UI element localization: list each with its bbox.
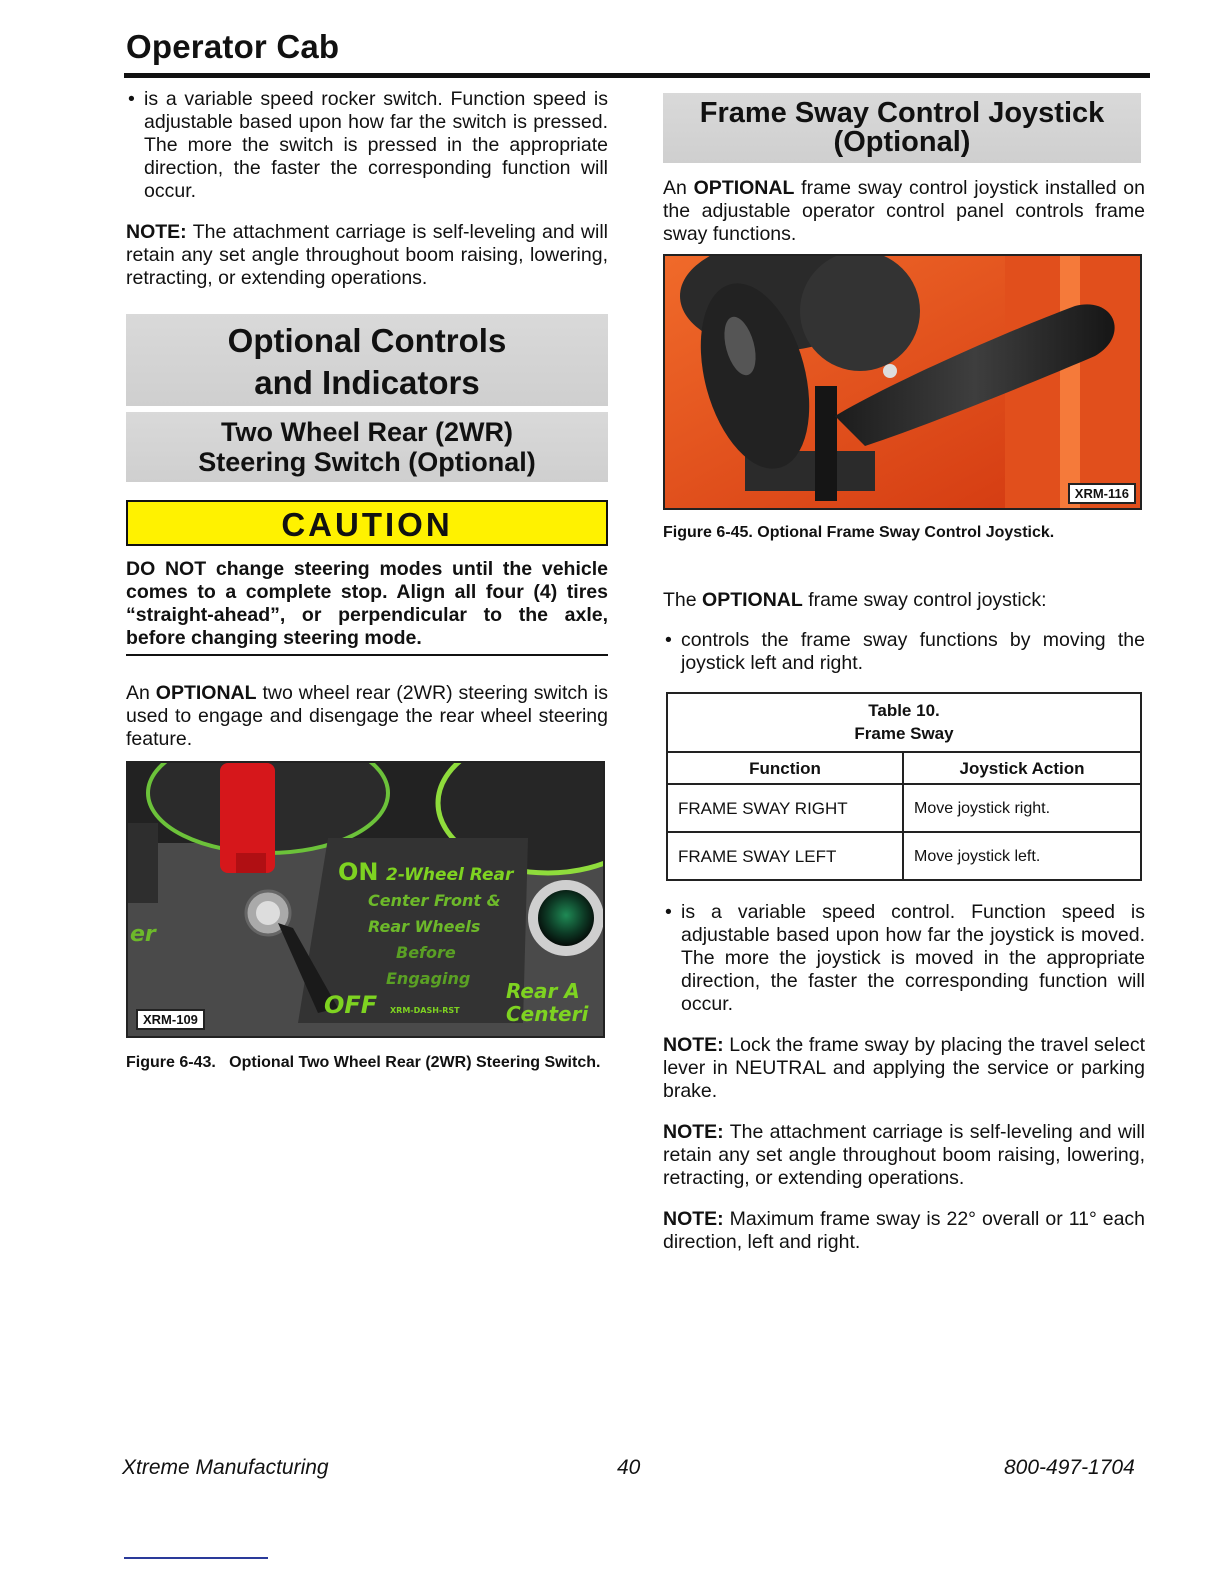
left-column [126, 88, 608, 1073]
note-max-sway [663, 1208, 1145, 1254]
footer-company: Xtreme Manufacturing [122, 1456, 329, 1479]
subsection-line1: Two Wheel Rear (2WR) [220, 417, 514, 447]
intro-rest: frame sway control joystick installed on the adjustable operator control panel controls frame sway functions. [663, 177, 1145, 245]
note-label: NOTE: [663, 1034, 724, 1056]
panel-off-text: OFF [324, 991, 378, 1019]
table-cell-function: FRAME SWAY RIGHT [667, 784, 903, 832]
panel-line4: Before [396, 943, 456, 962]
note-label: NOTE: [663, 1208, 724, 1230]
subsection-line2: Steering Switch (Optional) [198, 447, 536, 477]
para-rest: two wheel rear (2WR) steering switch is used to engage and disengage the rear wheel steering feature. [126, 682, 608, 750]
panel-side2: Centeri [506, 1002, 589, 1026]
para-frame-sway-intro [663, 177, 1145, 246]
section-title-line2: and Indicators [254, 364, 480, 401]
table-title [667, 693, 1141, 752]
figure-6-45-caption: Figure 6-45. Optional Frame Sway Control Joystick. [663, 524, 1055, 541]
header-rule [124, 73, 1150, 78]
table-title-line2: Frame Sway [854, 724, 954, 743]
right-column [663, 88, 1145, 1254]
figure-2wr-switch-photo [126, 761, 605, 1038]
figure-label-xrm109: XRM-109 [136, 1009, 205, 1030]
para-strong: OPTIONAL [155, 682, 257, 704]
panel-side1: Rear A [506, 979, 580, 1003]
note-text: Maximum frame sway is 22° overall or 11° each direction, left and right. [663, 1208, 1146, 1253]
subsection-2wr-switch [126, 412, 608, 482]
switch-panel-illustration [128, 763, 603, 1036]
caption-text: Optional Two Wheel Rear (2WR) Steering Switch. [229, 1054, 601, 1071]
footer-page-number: 40 [617, 1456, 641, 1479]
panel-on-text: ON [338, 858, 379, 886]
section-title-line1: Optional Controls [227, 322, 507, 359]
note-text: Lock the frame sway by placing the travel select lever in NEUTRAL and applying the service or parking brake. [663, 1034, 1145, 1102]
the-optional-strong: OPTIONAL [702, 589, 803, 611]
joystick-illustration [665, 256, 1140, 508]
footer-phone: 800-497-1704 [1004, 1456, 1135, 1479]
table-row [667, 832, 1141, 880]
note-carriage-right [663, 1121, 1145, 1190]
panel-line1: 2-Wheel Rear [386, 865, 514, 885]
note-lock-frame-sway [663, 1034, 1145, 1103]
frame-sway-title-line2: (Optional) [833, 126, 971, 158]
intro-strong: OPTIONAL [693, 177, 795, 199]
section-frame-sway [663, 93, 1141, 163]
footer-link-rule [124, 1557, 268, 1559]
page-header-title: Operator Cab [126, 28, 340, 65]
table-cell-action: Move joystick left. [903, 832, 1141, 880]
caption-number: Figure 6-43. [126, 1054, 216, 1071]
section-optional-controls [126, 314, 608, 406]
note-carriage-left [126, 221, 608, 290]
caution-text: DO NOT change steering modes until the vehicle comes to a complete stop. Align all four (4) tires “straight-ahead”, or perpendicular to the axle, before changing steering mode. [126, 558, 608, 656]
intro-pre: An [663, 177, 687, 199]
table-title-line1: Table 10. [868, 701, 940, 720]
table-row [667, 784, 1141, 832]
note-label: NOTE: [663, 1121, 724, 1143]
bullet-controls-sway: • controls the frame sway functions by moving the joystick left and right. [663, 629, 1145, 675]
para-pre: An [126, 682, 150, 704]
bullet-variable-speed: • is a variable speed control. Function speed is adjustable based upon how far the joystick is moved. The more the joystick is moved in the appropriate direction, the faster the corresponding function will occur. [663, 901, 1145, 1016]
figure-joystick-photo [663, 254, 1142, 510]
figure-label-xrm116: XRM-116 [1068, 483, 1136, 504]
frame-sway-title-line1: Frame Sway Control Joystick [699, 97, 1105, 129]
table-cell-action: Move joystick right. [903, 784, 1141, 832]
note-label: NOTE: [126, 221, 187, 243]
panel-left-text: er [130, 922, 156, 947]
panel-line5: Engaging [386, 969, 471, 988]
note-text: The attachment carriage is self-leveling and will retain any set angle throughout boom raising, lowering, retracting, or extending operations. [663, 1121, 1145, 1189]
figure-6-43-caption [126, 1052, 608, 1073]
panel-code: XRM-DASH-RST [390, 1006, 460, 1015]
table-cell-function: FRAME SWAY LEFT [667, 832, 903, 880]
panel-line2: Center Front & [368, 891, 501, 910]
caution-banner: CAUTION [126, 500, 608, 546]
indicator-lamp [538, 890, 594, 946]
the-optional-pre: The [663, 589, 697, 611]
the-optional-rest: frame sway control joystick: [808, 589, 1047, 611]
para-2wr-optional [126, 682, 608, 751]
para-the-optional [663, 589, 1145, 612]
frame-sway-table [666, 692, 1142, 881]
table-header-joystick-action: Joystick Action [903, 752, 1141, 784]
table-header-function: Function [667, 752, 903, 784]
note-text: The attachment carriage is self-leveling and will retain any set angle throughout boom raising, lowering, retracting, or extending operations. [126, 221, 608, 289]
bullet-rocker-switch: • is a variable speed rocker switch. Function speed is adjustable based upon how far the switch is pressed. The more the switch is pressed in the appropriate direction, the faster the corresponding function will occur. [126, 88, 608, 203]
panel-line3: Rear Wheels [368, 917, 481, 936]
